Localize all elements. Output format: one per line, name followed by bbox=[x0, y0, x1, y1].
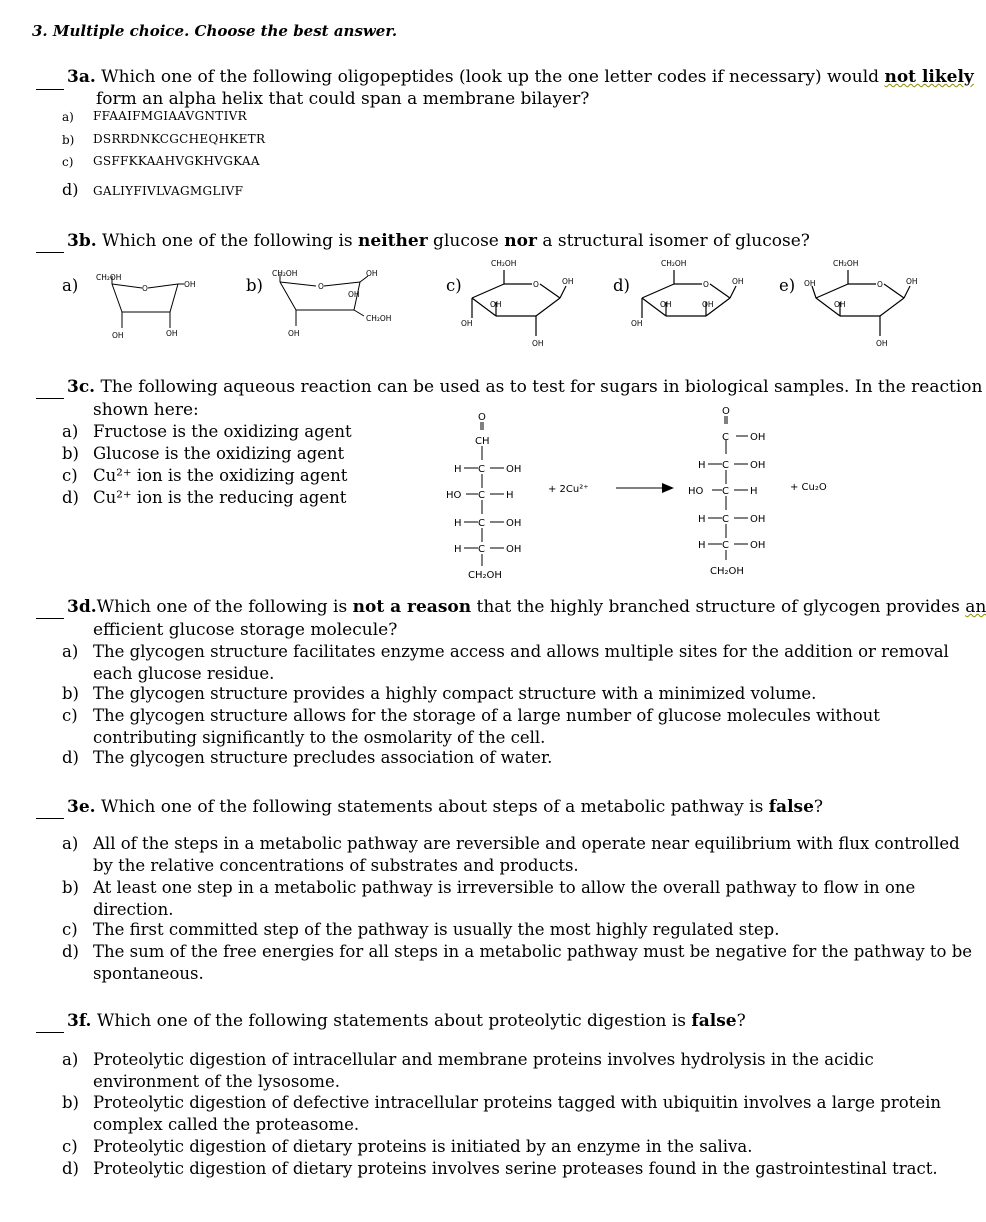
chem-label: OH bbox=[288, 329, 300, 338]
chem-label: CH₂OH bbox=[366, 314, 392, 323]
option-label: b) bbox=[246, 276, 263, 295]
chem-label: O bbox=[722, 406, 730, 417]
answer-blank-3a[interactable] bbox=[36, 89, 64, 90]
option-label: a) bbox=[62, 422, 79, 441]
question-3e-stem: 3e. Which one of the following statements about steps of a metabolic pathway is false? bbox=[67, 797, 824, 817]
option-label: d) bbox=[62, 748, 79, 767]
option-label: c) bbox=[62, 1137, 78, 1156]
chem-label: O bbox=[703, 280, 709, 289]
chem-label: O bbox=[318, 282, 324, 291]
option-label: c) bbox=[62, 706, 78, 725]
chem-label: H bbox=[454, 464, 462, 475]
chem-label: O bbox=[877, 280, 883, 289]
chem-label: C bbox=[722, 432, 729, 443]
option-label: b) bbox=[62, 684, 79, 703]
chem-label: OH bbox=[532, 339, 544, 348]
reaction-scheme bbox=[440, 408, 860, 586]
chem-label: OH bbox=[506, 464, 522, 475]
option-text: The glycogen structure provides a highly compact structure with a minimized volume. bbox=[93, 684, 817, 703]
chem-label: CH₂OH bbox=[833, 259, 859, 268]
option-text: DSRRDNKCGCHEQHKETR bbox=[93, 132, 266, 146]
option-label: d) bbox=[62, 180, 79, 199]
section-header: 3. Multiple choice. Choose the best answer. bbox=[32, 22, 398, 40]
option-label: e) bbox=[779, 276, 796, 295]
option-text: GSFFKKAAHVGKHVGKAA bbox=[93, 154, 260, 168]
question-3b-stem: 3b. Which one of the following is neither glucose nor a structural isomer of glucose? bbox=[67, 231, 810, 251]
option-text: direction. bbox=[93, 900, 174, 919]
option-text: Proteolytic digestion of defective intracellular proteins tagged with ubiquitin involves a large protein bbox=[93, 1093, 941, 1112]
option-text: environment of the lysosome. bbox=[93, 1072, 340, 1091]
question-3f-stem: 3f. Which one of the following statements about proteolytic digestion is false? bbox=[67, 1011, 746, 1031]
structure-3b-b bbox=[268, 264, 408, 344]
chem-label: OH bbox=[506, 544, 522, 555]
arrow-head-icon bbox=[662, 483, 674, 493]
chem-label: OH bbox=[461, 319, 473, 328]
option-label: c) bbox=[62, 155, 74, 169]
chem-label: OH bbox=[876, 339, 888, 348]
chem-label: OH bbox=[702, 300, 714, 309]
option-text: spontaneous. bbox=[93, 964, 204, 983]
chem-label: OH bbox=[562, 277, 574, 286]
answer-blank-3b[interactable] bbox=[36, 252, 64, 253]
option-text: Glucose is the oxidizing agent bbox=[93, 444, 345, 463]
chem-label: HO bbox=[446, 490, 462, 501]
question-3a-stem: 3a. Which one of the following oligopeptides (look up the one letter codes if necessary) would not likely bbox=[67, 67, 974, 87]
answer-blank-3e[interactable] bbox=[36, 818, 64, 819]
chem-label: OH bbox=[348, 290, 360, 299]
option-text: The glycogen structure allows for the storage of a large number of glucose molecules without bbox=[93, 706, 880, 725]
chem-label: O bbox=[478, 412, 486, 423]
chem-label: C bbox=[478, 544, 485, 555]
chem-label: OH bbox=[750, 432, 766, 443]
answer-blank-3c[interactable] bbox=[36, 398, 64, 399]
option-label: a) bbox=[62, 110, 74, 124]
option-text: Proteolytic digestion of intracellular and membrane proteins involves hydrolysis in the acidic bbox=[93, 1050, 874, 1069]
chem-label: H bbox=[454, 544, 462, 555]
chem-label: CH₂OH bbox=[661, 259, 687, 268]
question-3a-stem-line2: form an alpha helix that could span a membrane bilayer? bbox=[96, 89, 590, 109]
chem-label: OH bbox=[166, 329, 178, 338]
option-text: All of the steps in a metabolic pathway are reversible and operate near equilibrium with flux controlled bbox=[93, 834, 960, 853]
option-text: The glycogen structure facilitates enzyme access and allows multiple sites for the addition or removal bbox=[93, 642, 949, 661]
option-label: a) bbox=[62, 276, 79, 295]
chem-label: OH bbox=[506, 518, 522, 529]
option-label: a) bbox=[62, 642, 79, 661]
chem-label: H bbox=[506, 490, 514, 501]
option-label: b) bbox=[62, 133, 75, 147]
option-text: The first committed step of the pathway is usually the most highly regulated step. bbox=[93, 920, 780, 939]
option-label: d) bbox=[62, 488, 79, 507]
chem-label: CH bbox=[475, 436, 490, 447]
option-label: d) bbox=[62, 1159, 79, 1178]
option-text: complex called the proteasome. bbox=[93, 1115, 360, 1134]
chem-label: CH₂OH bbox=[491, 259, 517, 268]
option-text: The sum of the free energies for all steps in a metabolic pathway must be negative for the pathway to be bbox=[93, 942, 973, 961]
option-label: a) bbox=[62, 834, 79, 853]
option-label: c) bbox=[62, 466, 78, 485]
chem-label: CH₂OH bbox=[272, 269, 298, 278]
chem-label: C bbox=[722, 460, 729, 471]
chem-label: H bbox=[750, 486, 758, 497]
option-text: contributing significantly to the osmolarity of the cell. bbox=[93, 728, 546, 747]
option-text: by the relative concentrations of substrates and products. bbox=[93, 856, 579, 875]
question-3d-stem: 3d.Which one of the following is not a reason that the highly branched structure of glycogen provides an bbox=[67, 597, 986, 617]
reagent-label: + 2Cu²⁺ bbox=[548, 484, 589, 495]
option-label: b) bbox=[62, 1093, 79, 1112]
question-3d-stem-line2: efficient glucose storage molecule? bbox=[93, 620, 398, 640]
chem-label: OH bbox=[834, 300, 846, 309]
structure-3b-c bbox=[456, 256, 584, 350]
structure-3b-a bbox=[86, 268, 206, 344]
question-3c-stem-line2: shown here: bbox=[93, 400, 199, 420]
chem-label: OH bbox=[732, 277, 744, 286]
chem-label: OH bbox=[750, 460, 766, 471]
option-text: At least one step in a metabolic pathway is irreversible to allow the overall pathway to flow in one bbox=[93, 878, 916, 897]
chem-label: H bbox=[698, 460, 706, 471]
option-text: FFAAIFMGIAAVGNTIVR bbox=[93, 109, 247, 123]
option-text: Fructose is the oxidizing agent bbox=[93, 422, 352, 441]
chem-label: C bbox=[722, 486, 729, 497]
chem-label: C bbox=[722, 514, 729, 525]
answer-blank-3d[interactable] bbox=[36, 618, 64, 619]
chem-label: OH bbox=[660, 300, 672, 309]
chem-label: CH₂OH bbox=[710, 566, 744, 577]
structure-3b-e bbox=[800, 256, 928, 350]
option-text: Cu²⁺ ion is the oxidizing agent bbox=[93, 466, 348, 485]
chem-label: OH bbox=[804, 279, 816, 288]
option-label: d) bbox=[62, 942, 79, 961]
option-label: d) bbox=[613, 276, 630, 295]
chem-label: O bbox=[142, 284, 148, 293]
chem-label: H bbox=[454, 518, 462, 529]
option-text: The glycogen structure precludes association of water. bbox=[93, 748, 553, 767]
chem-label: C bbox=[478, 518, 485, 529]
chem-label: CH₂OH bbox=[468, 570, 502, 581]
chem-label: OH bbox=[631, 319, 643, 328]
option-text: Cu²⁺ ion is the reducing agent bbox=[93, 488, 347, 507]
option-text: GALIYFIVLVAGMGLIVF bbox=[93, 184, 244, 198]
chem-label: O bbox=[533, 280, 539, 289]
option-label: a) bbox=[62, 1050, 79, 1069]
chem-label: C bbox=[478, 464, 485, 475]
answer-blank-3f[interactable] bbox=[36, 1032, 64, 1033]
chem-label: C bbox=[722, 540, 729, 551]
option-label: b) bbox=[62, 878, 79, 897]
chem-label: C bbox=[478, 490, 485, 501]
option-label: c) bbox=[446, 276, 462, 295]
chem-label: OH bbox=[750, 514, 766, 525]
chem-label: HO bbox=[688, 486, 704, 497]
option-text: each glucose residue. bbox=[93, 664, 275, 683]
chem-label: H bbox=[698, 540, 706, 551]
option-label: c) bbox=[62, 920, 78, 939]
chem-label: OH bbox=[490, 300, 502, 309]
product-label: + Cu₂O bbox=[790, 482, 827, 493]
chem-label: CH₂OH bbox=[96, 273, 122, 282]
option-text: Proteolytic digestion of dietary proteins involves serine proteases found in the gastrointestinal tract. bbox=[93, 1159, 938, 1178]
chem-label: OH bbox=[112, 331, 124, 340]
chem-label: OH bbox=[366, 269, 378, 278]
chem-label: H bbox=[698, 514, 706, 525]
option-text: Proteolytic digestion of dietary proteins is initiated by an enzyme in the saliva. bbox=[93, 1137, 753, 1156]
chem-label: OH bbox=[906, 277, 918, 286]
option-label: b) bbox=[62, 444, 79, 463]
structure-3b-d bbox=[626, 256, 754, 336]
question-3c-stem: 3c. The following aqueous reaction can be used as to test for sugars in biological samples. In the reaction bbox=[67, 377, 983, 397]
chem-label: OH bbox=[184, 280, 196, 289]
chem-label: OH bbox=[750, 540, 766, 551]
